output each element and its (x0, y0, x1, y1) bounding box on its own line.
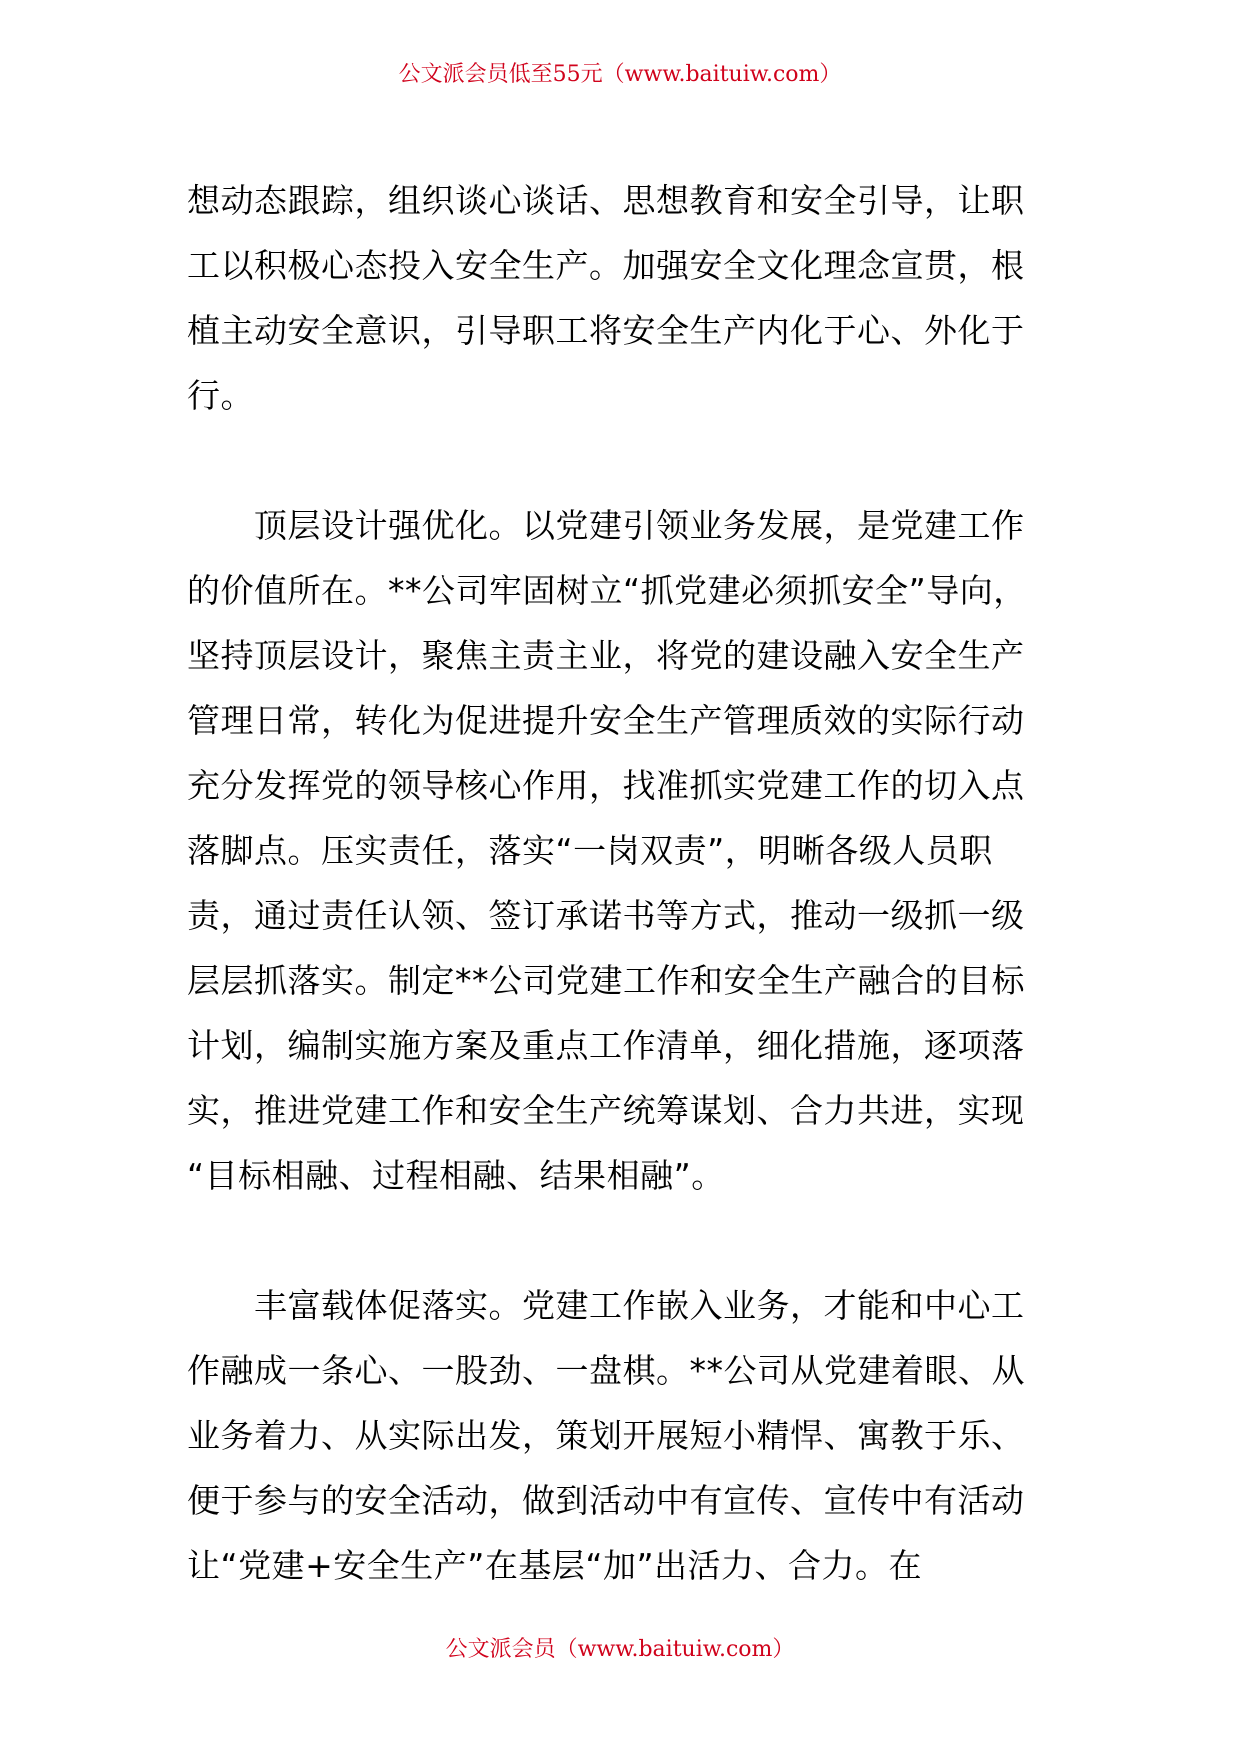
text-line: 便于参与的安全活动，做到活动中有宣传、宣传中有活动 (187, 1481, 1025, 1520)
text-line: 行。 (187, 376, 254, 415)
text-line: “目标相融、过程相融、结果相融”。 (187, 1156, 725, 1195)
text-line: 层层抓落实。制定**公司党建工作和安全生产融合的目标 (187, 961, 1025, 1000)
text-line: 落脚点。压实责任，落实“一岗双责”，明晰各级人员职 (187, 831, 993, 870)
page-header-watermark: 公文派会员低至55元（www.baituiw.com） (398, 62, 842, 87)
text-line: 想动态跟踪，组织谈心谈话、思想教育和安全引导，让职 (187, 181, 1025, 220)
text-line: 顶层设计强优化。以党建引领业务发展，是党建工作 (187, 506, 1025, 545)
text-line: 坚持顶层设计，聚焦主责主业，将党的建设融入安全生产 (187, 636, 1025, 675)
text-line: 实，推进党建工作和安全生产统筹谋划、合力共进，实现 (187, 1091, 1025, 1130)
text-line: 工以积极心态投入安全生产。加强安全文化理念宣贯，根 (187, 246, 1025, 285)
text-line: 的价值所在。**公司牢固树立“抓党建必须抓安全”导向， (187, 571, 1027, 610)
text-line: 植主动安全意识，引导职工将安全生产内化于心、外化于 (187, 311, 1025, 350)
text-line: 计划，编制实施方案及重点工作清单，细化措施，逐项落 (187, 1026, 1025, 1065)
paragraph-3 (187, 1273, 1057, 1598)
text-line: 充分发挥党的领导核心作用，找准抓实党建工作的切入点 (187, 766, 1025, 805)
text-line: 让“党建+安全生产”在基层“加”出活力、合力。在 (187, 1546, 923, 1585)
text-line: 丰富载体促落实。党建工作嵌入业务，才能和中心工 (187, 1286, 1025, 1325)
text-line: 业务着力、从实际出发，策划开展短小精悍、寓教于乐、 (187, 1416, 1025, 1455)
text-line: 管理日常，转化为促进提升安全生产管理质效的实际行动 (187, 701, 1025, 740)
page-footer-watermark: 公文派会员（www.baituiw.com） (445, 1637, 795, 1662)
paragraph-spacer (187, 428, 1057, 493)
paragraph-spacer (187, 1208, 1057, 1273)
document-body (187, 168, 1057, 1598)
text-line: 责，通过责任认领、签订承诺书等方式，推动一级抓一级 (187, 896, 1025, 935)
paragraph-2 (187, 493, 1057, 1208)
text-line: 作融成一条心、一股劲、一盘棋。**公司从党建着眼、从 (187, 1351, 1025, 1390)
paragraph-1 (187, 168, 1057, 428)
